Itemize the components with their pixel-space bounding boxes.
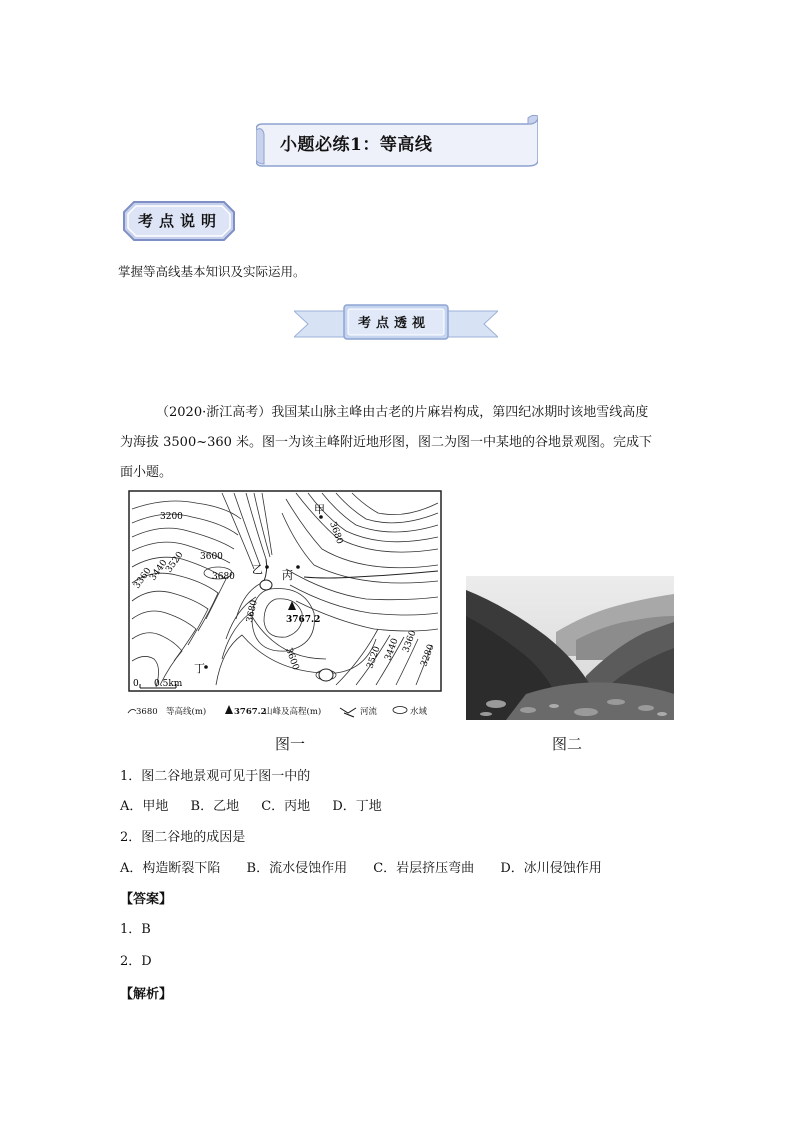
q1-option-a: A．甲地: [120, 799, 169, 814]
question-2-options: [120, 857, 624, 876]
map-place-ding: 丁: [194, 662, 205, 675]
stem-line-1: （2020·浙江高考）我国某山脉主峰由古老的片麻岩构成，第四纪冰期时该地雪线高度: [156, 405, 649, 420]
map-label-3520b: 3520: [365, 645, 383, 671]
answer-heading: 【答案】: [120, 892, 173, 907]
legend-water-text: 水域: [410, 707, 428, 717]
legend-peak-text: 山峰及高程(m): [264, 707, 322, 717]
map-label-3680b: 3680: [212, 572, 235, 582]
question-1-text: 1．图二谷地景观可见于图一中的: [120, 769, 311, 784]
section-label-kaodian-shuoming: 考点说明: [137, 212, 222, 230]
q2-option-b: B．流水侵蚀作用: [246, 861, 348, 876]
analysis-heading: 【解析】: [120, 987, 173, 1002]
map-label-3440b: 3440: [383, 637, 401, 663]
q2-option-c: C．岩层挤压弯曲: [373, 861, 475, 876]
question-stem: [120, 398, 680, 488]
map-scale-label: 0.5km: [154, 679, 183, 689]
figure-caption-2: 图二: [552, 735, 583, 753]
map-label-3360b: 3360: [401, 629, 419, 655]
map-label-3680c: 3680: [245, 599, 260, 624]
map-label-3600a: 3600: [200, 552, 223, 562]
q1-option-d: D．丁地: [332, 799, 382, 814]
valley-photo: [466, 576, 674, 720]
map-label-3680a: 3680: [327, 520, 345, 546]
q1-option-c: C．丙地: [261, 799, 311, 814]
map-label-3200: 3200: [160, 512, 183, 522]
legend-peak-value: 3767.2: [234, 707, 267, 717]
stem-line-2: 为海拔 3500~360 米。图一为该主峰附近地形图，图二为图一中某地的谷地景观图。完成下: [120, 435, 653, 450]
map-label-3280: 3280: [419, 643, 437, 669]
section-label-kaodian-toushi: 考点透视: [357, 316, 430, 331]
answer-1: 1．B: [120, 922, 151, 937]
map-label-3360a: 3360: [132, 566, 154, 591]
q2-option-a: A．构造断裂下陷: [120, 861, 221, 876]
figure-caption-1: 图一: [275, 735, 306, 753]
map-place-jia: 甲: [314, 503, 325, 516]
map-place-bing: 丙: [282, 569, 293, 582]
q2-option-d: D．冰川侵蚀作用: [500, 861, 602, 876]
map-label-3520a: 3520: [164, 550, 186, 575]
question-1-options: [120, 795, 400, 814]
legend-river-text: 河流: [360, 707, 378, 717]
legend-contour-text: 等高线(m): [166, 707, 207, 717]
answer-2: 2．D: [120, 954, 152, 969]
map-peak-elevation: 3767.2: [286, 615, 321, 625]
map-label-3440a: 3440: [148, 558, 170, 583]
map-label-3600b: 3600: [283, 646, 301, 672]
question-2-text: 2．图二谷地的成因是: [120, 830, 246, 845]
legend-contour-value: 3680: [136, 707, 158, 717]
map-place-yi: 乙: [252, 563, 263, 576]
page-title: 小题必练1：等高线: [280, 135, 433, 155]
map-scale-zero: 0: [133, 679, 139, 689]
q1-option-b: B．乙地: [190, 799, 240, 814]
section-content: 掌握等高线基本知识及实际运用。: [118, 264, 306, 279]
stem-line-3: 面小题。: [120, 465, 173, 480]
contour-map: [126, 489, 444, 721]
